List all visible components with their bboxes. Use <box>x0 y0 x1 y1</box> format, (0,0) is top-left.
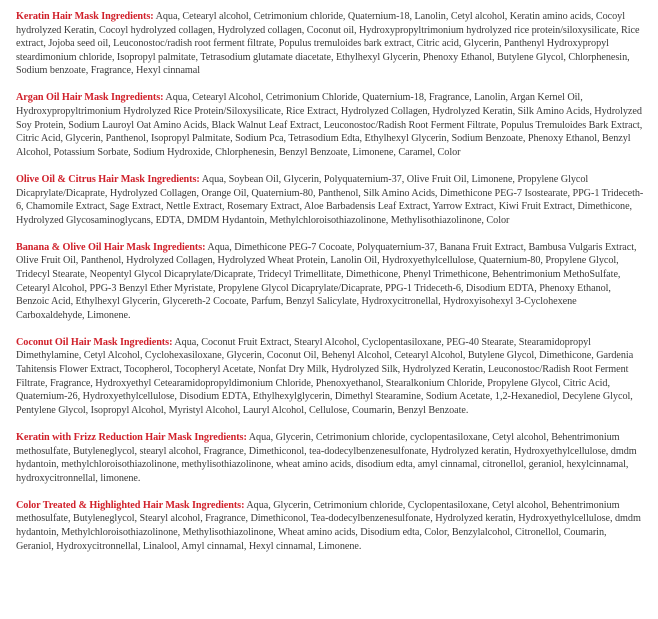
section-keratin-frizz-reduction <box>16 431 644 485</box>
section-heading: Banana & Olive Oil Hair Mask Ingredients: <box>16 241 206 253</box>
section-text: Aqua, Glycerin, Cetrimonium chloride, Cyclopentasiloxane, Cetyl alcohol, Behentrimonium methosulfate, Butyleneglycol, Stearyl alcohol, Fragrance, Dimethiconol, Tea-dodecylbenzenesulfonate, Hydrolyzed keratin, Hydroxyethylcellulose, dmdm hydantoin, Methylchloroisothiazolinone, Methylisothiazolinone, Wheat amino acids, Disodium edta, Color, Benzylalcohol, Citronellol, Coumarin, Geraniol, Hydroxycitronnellal, Linalool, Amyl cinnamal, Hexyl cinnamal, Limonene. <box>16 499 641 552</box>
section-coconut-oil <box>16 336 644 418</box>
section-keratin <box>16 10 644 78</box>
section-text: Aqua, Coconut Fruit Extract, Stearyl Alcohol, Cyclopentasiloxane, PEG-40 Stearate, Stearamidopropyl Dimethylamine, Cetyl Alcohol, Cyclohexasiloxane, Glycerin, Coconut Oil, Behenyl Alcohol, Cetearyl Alcohol, Butylene Glycol, Dimethicone, Gardenia Tahitensis Flower Extract, Tocopherol, Tocopheryl Acetate, Nonfat Dry Milk, Hydrolyzed Silk, Hydrolyzed Keratin, Leuconostoc/Radish Root Ferment Filtrate, Fragrance, Hydroxyethyl Cetearamidopropyldimonium Chloride, Phenoxyethanol, Stearalkonium Chloride, Propylene Glycol, Citric Acid, Quaternium-26, Hydroxyethylcellulose, Disodium EDTA, Ethylhexylglycerin, Dimethyl Stearamine, Sodium Acetate, 1,2-Hexanediol, Decylene Glycol, Pentylene Glycol, Isopropyl Alcohol, Myristyl Alcohol, Lauryl Alcohol, Cellulose, Coumarin, Benzyl Benzoate. <box>16 336 634 416</box>
section-text: Aqua, Cetearyl alcohol, Cetrimonium chloride, Quaternium-18, Lanolin, Cetyl alcohol, Keratin amino acids, Cocoyl hydrolyzed Keratin, Cocoyl hydrolyzed collagen, Hydrolyzed collagen, Coconut oil, Hydroxypropyltrimonium hydrolyzed rice protein/siloxysilicate, Rice extract, Jojoba seed oil, Leuconostoc/radish root ferment filtrate, Populus tremuloides bark extract, Citric acid, Glycerin, Panthenyl Hydroxypropyl steardimonium chloride, Isopropyl palmitate, Tetrasodium glutamate diacetate, Ethylhexyl Glycerin, Phenoxy Ethanol, Butylene Glycol, Chlorphenesin, Sodium benzoate, Fragrance, Hexyl cinnamal <box>16 11 640 77</box>
section-color-treated <box>16 499 644 553</box>
section-argan-oil <box>16 91 644 159</box>
section-heading: Keratin with Frizz Reduction Hair Mask Ingredients: <box>16 431 247 443</box>
section-text: Aqua, Dimethicone PEG-7 Cocoate, Polyquaternium-37, Banana Fruit Extract, Bambusa Vulgaris Extract, Olive Fruit Oil, Panthenol, Hydrolyzed Collagen, Hydrolyzed Wheat Protein, Lanolin Oil, Hydroxyethylcellulose, Quaternium-80, Propylene Glycol, Tridecyl Stearate, Neopentyl Glycol Dicaprylate/Dicaprate, Tridecyl Trimellitate, Dimethicone, Phenyl Trimethicone, Behentrimonium MethoSulfate, Cetearyl Alcohol, PPG-3 Benzyl Ether Myristate, Propylene Glycol Dicaprylate/Dicaprate, PPG-1 Trideceth-6, Disodium EDTA, Phenoxy Ethanol, Benzoic Acid, Ethylhexyl Glycerin, Glycereth-2 Cocoate, Parfum, Benzyl Salicylate, Hydroxycitronellal, Hydroxyisohexyl 3-Cyclohexene Carboxaldehyde, Limonene. <box>16 241 637 321</box>
section-olive-oil-citrus <box>16 173 644 227</box>
section-heading: Olive Oil & Citrus Hair Mask Ingredients: <box>16 173 200 185</box>
section-text: Aqua, Glycerin, Cetrimonium chloride, cyclopentasiloxane, Cetyl alcohol, Behentrimonium methosulfate, Butyleneglycol, stearyl alcohol, Fragrance, Dimethiconol, tea-dodecylbenzenesulfonate, Hydrolyzed keratin, Hydroxyethylcellulose, dmdm hydantoin, methylchloroisothiazolinone, methylisothiazolinone, wheat amino acids, disodium edta, amyl cinnamal, citronellol, geraniol, hexylcinnamal, hydroxycitronnellal, limonene. <box>16 431 637 484</box>
section-heading: Color Treated & Highlighted Hair Mask Ingredients: <box>16 499 245 511</box>
section-heading: Coconut Oil Hair Mask Ingredients: <box>16 336 173 348</box>
section-text: Aqua, Cetearyl Alcohol, Cetrimonium Chloride, Quaternium-18, Fragrance, Lanolin, Argan Kernel Oil, Hydroxypropyltrimonium Hydrolyzed Rice Protein/Siloxysilicate, Rice Extract, Hydrolyzed Collagen, Hydrolyzed Keratin, Silk Amino Acids, Hydrolyzed Soy Protein, Sodium Lauroyl Oat Amino Acids, Black Walnut Leaf Extract, Leuconostoc/Radish Root Ferment Filtrate, Populus Tremuloides Bark Extract, Citric Acid, Glycerin, Panthenol, Isopropyl Palmitate, Sodium Pca, Tetrasodium Edta, Ethylhexyl Glycerin, Sodium Benzoate, Phenoxy Ethanol, Benzyl Alcohol, Potassium Sorbate, Sodium Hydroxide, Chlorphenesin, Benzyl Benzoate, Limonene, Caramel, Color <box>16 92 643 158</box>
section-banana-olive-oil <box>16 241 644 323</box>
section-heading: Keratin Hair Mask Ingredients: <box>16 11 154 22</box>
section-heading: Argan Oil Hair Mask Ingredients: <box>16 92 164 104</box>
section-text: Aqua, Soybean Oil, Glycerin, Polyquaternium-37, Olive Fruit Oil, Limonene, Propylene Glycol Dicaprylate/Dicaprate, Hydrolyzed Collagen, Orange Oil, Quaternium-80, Panthenol, Silk Amino Acids, Dimethicone PEG-7 Isostearate, PPG-1 Trideceth-6, Chamomile Extract, Sage Extract, Nettle Extract, Rosemary Extract, Aloe Barbadensis Leaf Extract, Yarrow Extract, Kiwi Fruit Extract, Dimethicone, Hydrolyzed Glycosaminoglycans, EDTA, DMDM Hydantoin, Methylchloroisothiazolinone, Methylisothiazolinone, Color <box>16 173 644 226</box>
